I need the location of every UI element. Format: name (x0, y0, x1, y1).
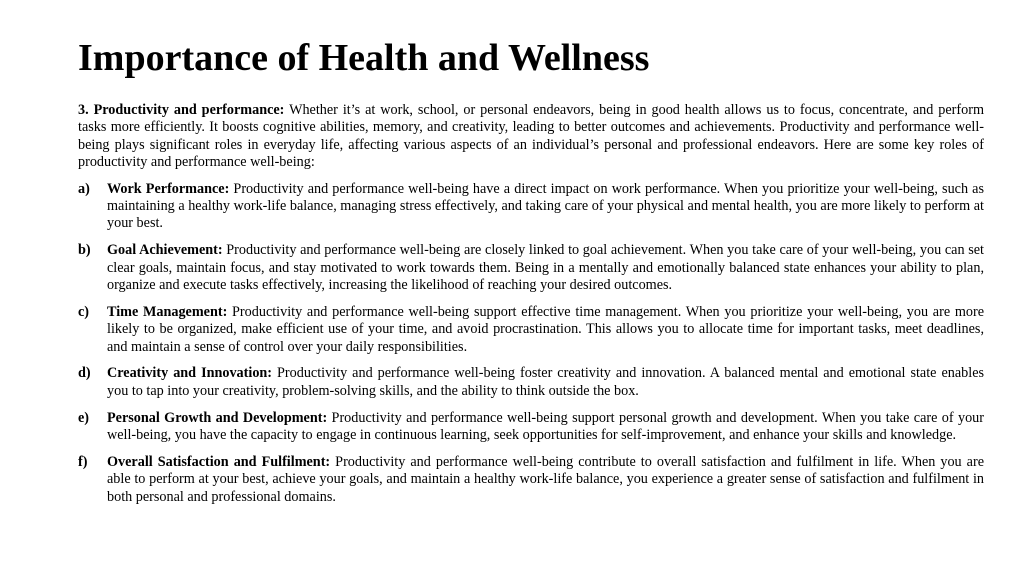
item-text: Productivity and performance well-being have a direct impact on work performance. When you prioritize your well-being, such as maintaining a healthy work-life balance, managing stress effectively, and taking care of your physical and mental health, you are more likely to perform at your best. (107, 180, 984, 232)
intro-paragraph (78, 102, 984, 172)
list-item-personal-growth (78, 410, 984, 445)
list-marker: d) (78, 365, 91, 382)
intro-text: Whether it’s at work, school, or personal endeavors, being in good health allows us to focus, concentrate, and perform tasks more efficiently. It boosts cognitive abilities, memory, and creativity, leading to better outcomes and achievements. Productivity and performance well-being plays significant roles in everyday life, affecting various aspects of an individual’s personal and professional endeavors. Here are some key roles of productivity and performance well-being: (78, 102, 984, 171)
list-item-overall-satisfaction (78, 454, 984, 506)
list-item-goal-achievement (78, 242, 984, 294)
list-marker: e) (78, 409, 90, 426)
item-text: Productivity and performance well-being contribute to overall satisfaction and fulfilment in life. When you are able to perform at your best, achieve your goals, and maintain a healthy work-life balance, you experience a greater sense of satisfaction and fulfilment in both personal and professional domains. (107, 453, 984, 505)
list-marker: f) (78, 453, 88, 470)
item-heading: Overall Satisfaction and Fulfilment: (107, 453, 331, 470)
item-text: Productivity and performance well-being support effective time management. When you prioritize your well-being, you are more likely to be organized, make efficient use of your time, and avoid procrastination. This allows you to allocate time for important tasks, meet deadlines, and maintain a sense of control over your daily responsibilities. (107, 303, 984, 355)
slide-content (78, 102, 984, 515)
item-text: Productivity and performance well-being are closely linked to goal achievement. When you take care of your well-being, you can set clear goals, maintain focus, and stay motivated to work towards them. Being in a mentally and emotionally balanced state enhances your ability to plan, organize and execute tasks effectively, increasing the likelihood of reaching your desired outcomes. (107, 242, 984, 294)
item-heading: Goal Achievement: (107, 242, 223, 259)
item-heading: Personal Growth and Development: (107, 409, 328, 426)
intro-heading: 3. Productivity and performance: (78, 102, 285, 118)
list-marker: a) (78, 180, 90, 197)
list-item-work-performance (78, 181, 984, 233)
roles-list (78, 181, 984, 506)
item-text: Productivity and performance well-being support personal growth and development. When you take care of your well-being, you have the capacity to engage in continuous learning, seek opportunities for self-improvement, and enhance your skills and knowledge. (107, 409, 984, 444)
list-marker: c) (78, 303, 90, 320)
list-item-creativity-innovation (78, 365, 984, 400)
list-marker: b) (78, 242, 91, 259)
item-heading: Creativity and Innovation: (107, 365, 273, 382)
item-heading: Time Management: (107, 303, 228, 320)
item-heading: Work Performance: (107, 180, 230, 197)
item-text: Productivity and performance well-being foster creativity and innovation. A balanced mental and emotional state enables you to tap into your creativity, problem-solving skills, and the ability to think outside the box. (107, 365, 985, 399)
list-item-time-management (78, 304, 984, 356)
slide-title: Importance of Health and Wellness (78, 37, 650, 79)
